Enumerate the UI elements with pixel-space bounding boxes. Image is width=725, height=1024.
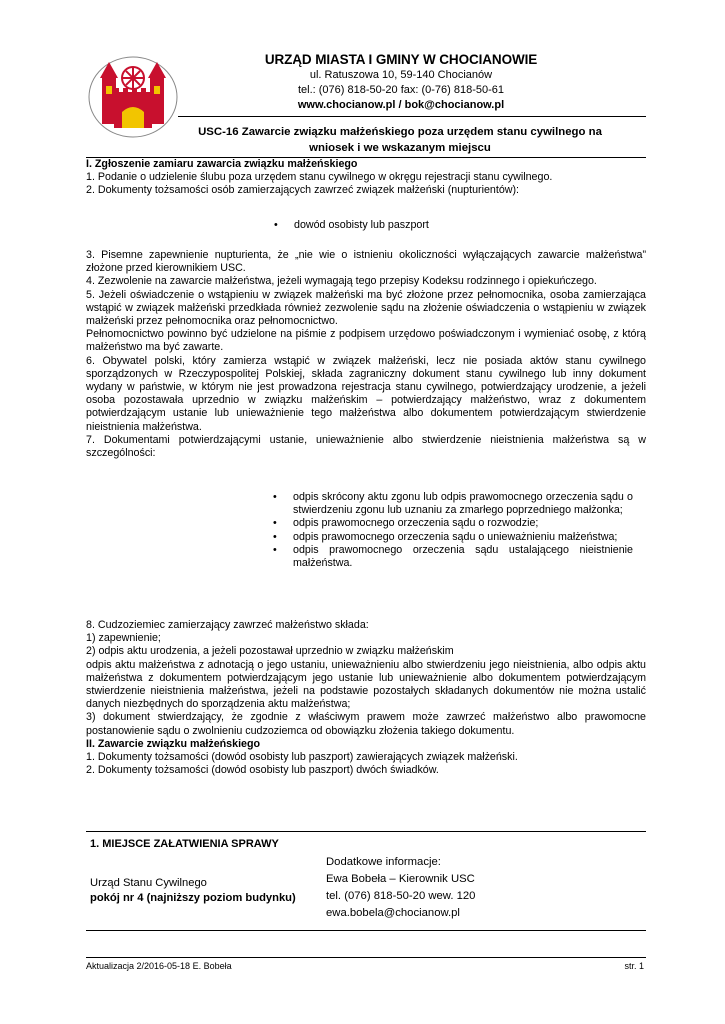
additional-info-label: Dodatkowe informacje: <box>326 856 441 868</box>
section-1-item-2: 2. Dokumenty tożsamości osób zamierzających zawrzeć związek małżeński (nupturientów): <box>86 184 520 197</box>
bullet-icon: • <box>274 219 278 231</box>
section-1-block <box>86 158 646 198</box>
section-1-item-8: 8. Cudzoziemiec zamierzający zawrzeć małżeństwo składa: <box>86 619 369 631</box>
section-1-heading: I. Zgłoszenie zamiaru zawarcia związku małżeńskiego <box>86 158 358 170</box>
bullet-icon: • <box>273 517 277 530</box>
section-1-item-8-3: 3) dokument stwierdzający, że zgodnie z właściwym prawem może zawrzeć małżeństwo albo prawomocne postanowienie sądu o zwolnieniu cudzoziemca od obowiązku złożenia takiego dokumentu. <box>86 711 646 737</box>
list-item: • odpis skrócony aktu zgonu lub odpis prawomocnego orzeczenia sądu o stwierdzeniu zgonu lub uznaniu za zmarłego poprzedniego małżonka; <box>273 491 633 517</box>
section-1-item-6: 6. Obywatel polski, który zamierza wstąpić w związek małżeński, lecz nie posiada aktów stanu cywilnego sporządzonych w Rzeczypospolitej Polskiej, składa zagraniczny dokument stanu cywilnego lub inny dokument wydany w państwie, w którym nie jest prowadzona rejestracja stanu cywilnego, potwierdzający urodzenie, a jeżeli osoba pozostawała uprzednio w związku małżeńskim – potwierdzający małżeństwo, wraz z dokumentem potwierdzającym ustanie lub unieważnienie tego małżeństwa albo dokumentem potwierdzającym stwierdzenie nieistnienia małżeństwa. <box>86 354 646 433</box>
additional-info <box>326 854 475 922</box>
document-bullet: • dowód osobisty lub paszport <box>274 219 429 231</box>
dissolution-documents-list <box>273 491 633 570</box>
office-web-email: www.chocianow.pl / bok@chocianow.pl <box>297 99 505 111</box>
place-room: pokój nr 4 (najniższy poziom budynku) <box>90 892 296 904</box>
bullet-icon: • <box>273 530 277 543</box>
contact-email: ewa.bobela@chocianow.pl <box>326 907 460 919</box>
bullet-icon: • <box>273 491 277 503</box>
place-heading: 1. MIEJSCE ZAŁATWIENIA SPRAWY <box>90 838 279 850</box>
section-1-item-7: 7. Dokumentami potwierdzającymi ustanie, unieważnienie albo stwierdzenie nieistnienia małżeństwa są w szczególności: <box>86 433 646 460</box>
place-top-divider <box>86 831 646 832</box>
section-1-item-5b: Pełnomocnictwo powinno być udzielone na piśmie z podpisem urzędowo poświadczonym i wymieniać osobę, z którą małżeństwo ma być zawarte. <box>86 328 646 354</box>
section-1-items-3-7 <box>86 249 646 460</box>
section-1-item-8-2b: odpis aktu małżeństwa z adnotacją o jego ustaniu, unieważnieniu albo stwierdzeniu jego nieistnienia, albo odpis aktu małżeństwa z dokumentem potwierdzającym jego ustanie lub unieważnienie albo dokumentem potwierdzającym stwierdzenie nieistnienia małżeństwa, jeżeli na podstawie pozostałych składanych dokumentów nie można ustalić danych niezbędnych do sporządzenia aktu małżeństwa; <box>86 658 646 711</box>
section-1-item-1: 1. Podanie o udzielenie ślubu poza urzędem stanu cywilnego w okręgu rejestracji stanu cywilnego. <box>86 171 553 184</box>
place-office: Urząd Stanu Cywilnego <box>90 877 207 889</box>
header-divider <box>178 116 646 117</box>
section-2-heading: II. Zawarcie związku małżeńskiego <box>86 737 261 750</box>
office-phone-fax: tel.: (076) 818-50-20 fax: (0-76) 818-50-61 <box>297 84 505 96</box>
office-address: ul. Ratuszowa 10, 59-140 Chocianów <box>309 69 493 81</box>
contact-phone: tel. (076) 818-50-20 wew. 120 <box>326 890 476 902</box>
contact-name: Ewa Bobeła – Kierownik USC <box>326 873 475 885</box>
list-item: • odpis prawomocnego orzeczenia sądu o unieważnieniu małżeństwa; <box>273 530 618 543</box>
section-1-item-3: 3. Pisemne zapewnienie nupturienta, że „nie wie o istnieniu okoliczności wyłączających zawarcie małżeństwa” złożone przed kierownikiem USC. <box>86 249 646 275</box>
office-name: URZĄD MIASTA I GMINY W CHOCIANOWIE <box>264 52 538 67</box>
section-1-item-8-1: 1) zapewnienie; <box>86 632 161 645</box>
section-1-item-5: 5. Jeżeli oświadczenie o wstąpieniu w związek małżeński ma być złożone przez pełnomocnika, osoba zamierzająca wstąpić w związek małżeński przedkłada również zezwolenie sądu na złożenie oświadczenia o wstąpieniu w związek małżeński przez pełnomocnika oraz pełnomocnictwo. <box>86 288 646 328</box>
section-1-item-4: 4. Zezwolenie na zawarcie małżeństwa, jeżeli wymagają tego przepisy Kodeksu rodzinnego i opiekuńczego. <box>86 275 597 288</box>
update-info: Aktualizacja 2/2016-05-18 E. Bobeła <box>86 961 232 971</box>
page-number: str. 1 <box>624 961 644 971</box>
footer-divider <box>86 957 646 958</box>
list-item: • odpis prawomocnego orzeczenia sądu ustalającego nieistnienie małżeństwa. <box>273 543 633 570</box>
section-2-item-1: 1. Dokumenty tożsamości (dowód osobisty lub paszport) zawierających związek małżeński. <box>86 751 518 764</box>
place-bottom-divider <box>86 930 646 931</box>
section-1-item-8-2: 2) odpis aktu urodzenia, a jeżeli pozostawał uprzednio w związku małżeńskim <box>86 645 454 658</box>
section-2-item-2: 2. Dokumenty tożsamości (dowód osobisty lub paszport) dwóch świadków. <box>86 764 439 777</box>
card-title: USC-16 Zawarcie związku małżeńskiego poza urzędem stanu cywilnego na wniosek i we wskazanym miejscu <box>198 126 602 154</box>
bullet-icon: • <box>273 543 277 556</box>
section-1-item-8-block <box>86 619 646 777</box>
list-item: • odpis prawomocnego orzeczenia sądu o rozwodzie; <box>273 517 539 530</box>
